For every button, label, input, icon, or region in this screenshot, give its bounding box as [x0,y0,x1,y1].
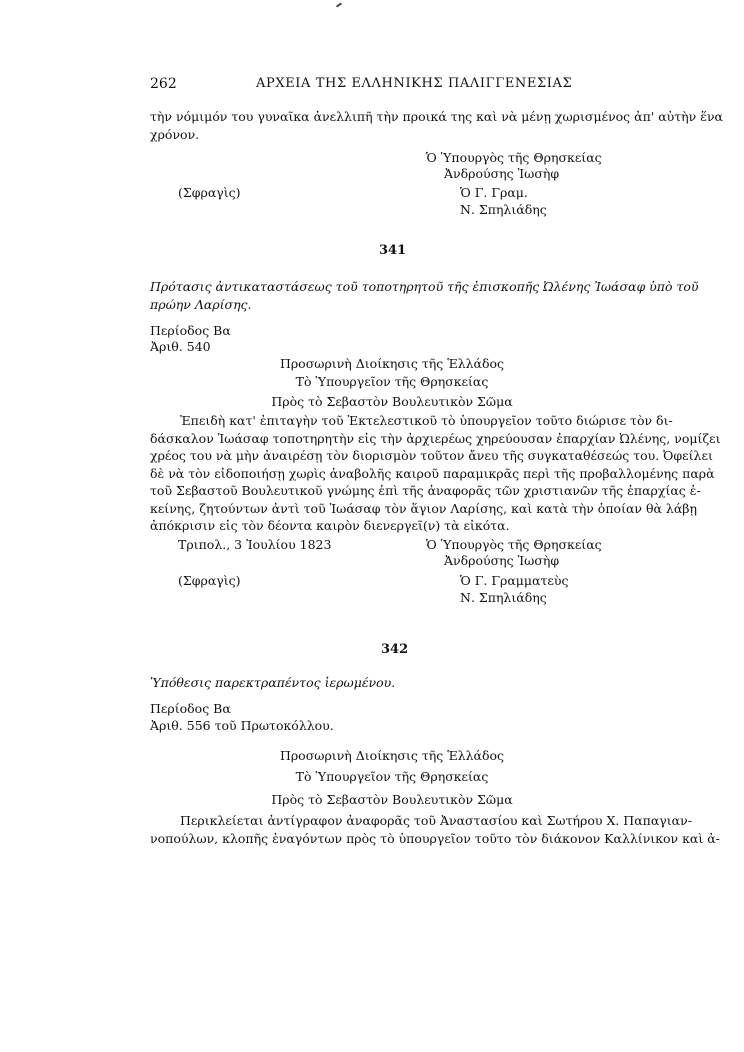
heading-addressee: Πρὸς τὸ Σεβαστὸν Βουλευτικὸν Σῶμα [271,792,513,807]
body-line: Ἐπειδὴ κατ' ἐπιταγὴν τοῦ Ἐκτελεστικοῦ τὸ ὑπουργεῖον τοῦτο διώρισε τὸν δι- [180,413,673,428]
protocol-number: Ἀριθ. 540 [150,339,211,354]
seal-label: (Σφραγὶς) [178,573,241,588]
signature-secretary-title: Ὁ Γ. Γραμματεὺς [460,573,569,588]
period-label: Περίοδος Βα [150,323,231,338]
signature-minister-title: Ὁ Ὑπουργὸς τῆς Θρησκείας [426,537,602,552]
running-title: ΑΡΧΕΙΑ ΤΗΣ ΕΛΛΗΝΙΚΗΣ ΠΑΛΙΓΓΕΝΕΣΙΑΣ [256,76,573,91]
signature-secretary-name: Ν. Σπηλιάδης [460,590,547,605]
body-line: Περικλείεται ἀντίγραφον ἀναφορᾶς τοῦ Ἀναστασίου καὶ Σωτήρου Χ. Παπαγιαν- [180,813,692,828]
page-number: 262 [150,76,177,92]
signature-minister-title: Ὁ Ὑπουργὸς τῆς Θρησκείας [426,150,602,165]
body-line: χρέος του νὰ μὴν ἀναιρέσῃ τὸν διορισμὸν τοῦτον ἄνευ τῆς συγκαταθέσεώς του. Ὀφείλει [150,448,713,463]
signature-secretary-title: Ὁ Γ. Γραμ. [460,185,528,200]
summary-line: Πρότασις ἀντικαταστάσεως τοῦ τοποτηρητοῦ τῆς ἐπισκοπῆς Ὠλένης Ἰωάσαφ ὑπὸ τοῦ [150,279,699,294]
period-label: Περίοδος Βα [150,701,231,716]
scan-mark [336,2,342,7]
body-line: ἀπόκρισιν εἰς τὸν δέοντα καιρὸν διενεργεῖ(ν) τὰ εἰκότα. [150,518,510,533]
place-date: Τριπολ., 3 Ἰουλίου 1823 [178,537,332,552]
protocol-number: Ἀριθ. 556 τοῦ Πρωτοκόλλου. [150,718,334,733]
signature-secretary-name: Ν. Σπηλιάδης [460,202,547,217]
heading-government: Προσωρινὴ Διοίκησις τῆς Ἑλλάδος [279,356,505,371]
heading-ministry: Τὸ Ὑπουργεῖον τῆς Θρησκείας [295,769,489,784]
heading-addressee: Πρὸς τὸ Σεβαστὸν Βουλευτικὸν Σῶμα [271,394,513,409]
body-line: κείνης, ζητούντων ἀντὶ τοῦ Ἰωάσαφ τὸν ἅγιον Λαρίσης, καὶ κατὰ τὴν ὁποίαν θὰ λάβῃ [150,500,697,516]
document-number-341: 341 [379,243,407,258]
document-summary-341 [150,278,699,313]
signature-minister-name: Ἀνδρούσης Ἰωσὴφ [444,553,560,568]
document-number-342: 342 [381,642,409,657]
summary-line: πρώην Λαρίσης. [150,296,252,312]
continuation-line: χρόνον. [150,126,200,142]
body-line: δὲ νὰ τὸν εἰδοποιήσῃ χωρὶς ἀναβολῆς καιροῦ παραμικρᾶς περὶ τῆς προβαλλομένης παρὰ [150,465,715,481]
document-body-342 [150,812,720,847]
document-summary-342: Ὑπόθεσις παρεκτραπέντος ἱερωμένου. [150,675,396,690]
body-line: τοῦ Σεβαστοῦ Βουλευτικοῦ γνώμης ἐπὶ τῆς ἀναφορᾶς τῶν χριστιανῶν τῆς ἐπαρχίας ἐ- [150,483,701,498]
signature-minister-name: Ἀνδρούσης Ἰωσὴφ [444,166,560,181]
body-line: δάσκαλον Ἰωάσαφ τοποτηρητὴν εἰς τὴν ἀρχιερέως χηρεύουσαν ἐπαρχίαν Ὠλένης, νομίζει [150,430,721,446]
continuation-line: τὴν νόμιμόν του γυναῖκα ἀνελλιπῆ τὴν προικά της καὶ νὰ μένῃ χωρισμένος ἀπ' αὐτὴν ἕνα [150,109,723,124]
heading-ministry: Τὸ Ὑπουργεῖον τῆς Θρησκείας [295,374,489,389]
document-body-341 [150,412,721,535]
continuation-paragraph [150,108,723,143]
seal-label: (Σφραγὶς) [178,185,241,200]
heading-government: Προσωρινὴ Διοίκησις τῆς Ἑλλάδος [279,748,505,763]
body-line: νοπούλων, κλοπῆς ἐναγόντων πρὸς τὸ ὑπουργεῖον τοῦτο τὸν διάκονον Καλλίνικον καὶ ἀ- [150,830,720,846]
